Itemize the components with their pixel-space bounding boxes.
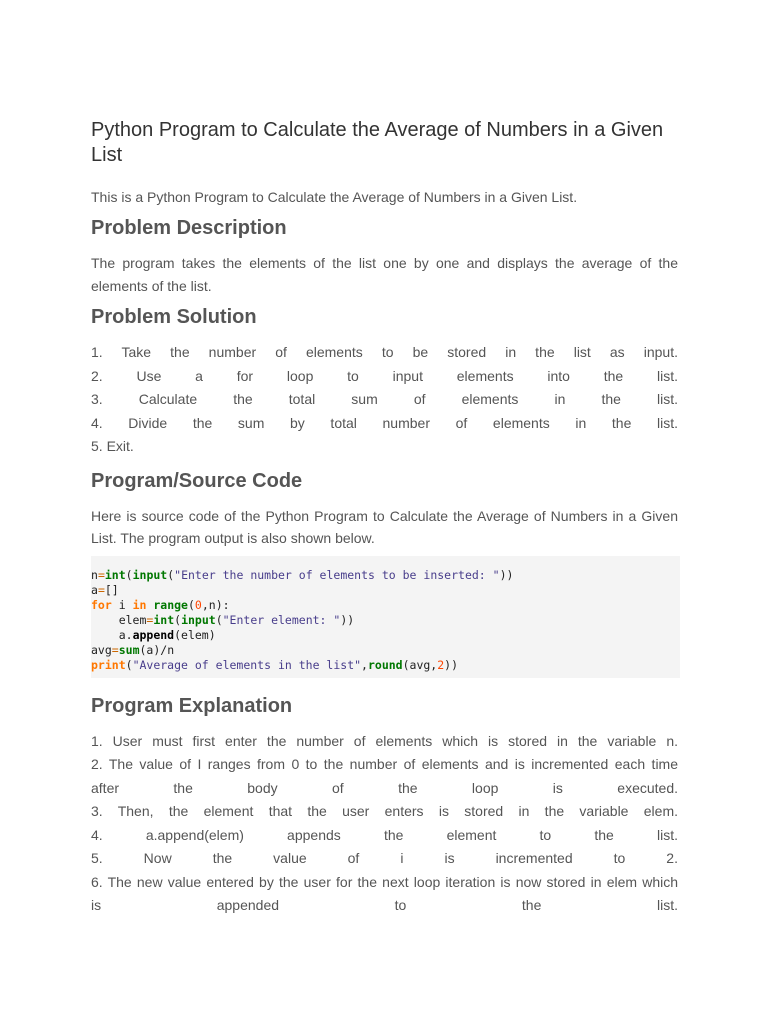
code-line: a.append(elem)	[118, 627, 216, 642]
article	[91, 118, 678, 926]
explanation-line: 3. Then, the element that the user enters is stored in the variable elem.	[91, 803, 678, 819]
solution-step: 1. Take the number of elements to be stored in the list as input.	[91, 344, 678, 360]
explanation-line: after the body of the loop is executed.	[91, 779, 678, 796]
explanation-line: 5. Now the value of i is incremented to 2.	[91, 850, 678, 866]
page-title: Python Program to Calculate the Average of Numbers in a Given List	[91, 119, 664, 166]
solution-step: 3. Calculate the total sum of elements in the list.	[91, 391, 678, 407]
solution-step: 2. Use a for loop to input elements into the list.	[91, 367, 678, 384]
solution-step: 4. Divide the sum by total number of elements in the list.	[91, 414, 678, 431]
description-text: The program takes the elements of the list one by one and displays the average of the elements of the list.	[91, 255, 678, 294]
code-line: avg=sum(a)/n	[91, 642, 175, 657]
code-block	[91, 556, 680, 678]
code-line: for i in range(0,n):	[91, 597, 230, 612]
heading-source-code: Program/Source Code	[91, 469, 303, 492]
explanation-line: 1. User must first enter the number of elements which is stored in the variable n.	[91, 732, 678, 749]
source-text: Here is source code of the Python Program to Calculate the Average of Numbers in a Given List. The program output is also shown below.	[91, 507, 678, 546]
heading-problem-description: Problem Description	[91, 217, 287, 239]
explanation-line: is appended to the list.	[91, 897, 678, 913]
code-line: a=[]	[91, 582, 119, 597]
heading-program-explanation: Program Explanation	[91, 694, 293, 717]
explanation-lines	[91, 730, 678, 918]
code-line: print("Average of elements in the list",round(avg,2))	[91, 657, 459, 672]
heading-problem-solution: Problem Solution	[91, 306, 257, 328]
solution-step: 5. Exit.	[91, 438, 134, 454]
explanation-line: 4. a.append(elem) appends the element to the list.	[91, 826, 678, 843]
code-line: elem=int(input("Enter element: "))	[118, 612, 355, 627]
code-line: n=int(input("Enter the number of elements to be inserted: "))	[91, 567, 514, 582]
explanation-line: 6. The new value entered by the user for the next loop iteration is now stored in elem which	[91, 873, 678, 890]
explanation-line: 2. The value of I ranges from 0 to the number of elements and is incremented each time	[91, 756, 678, 772]
intro-text: This is a Python Program to Calculate the Average of Numbers in a Given List.	[91, 189, 578, 205]
solution-steps	[91, 341, 678, 459]
